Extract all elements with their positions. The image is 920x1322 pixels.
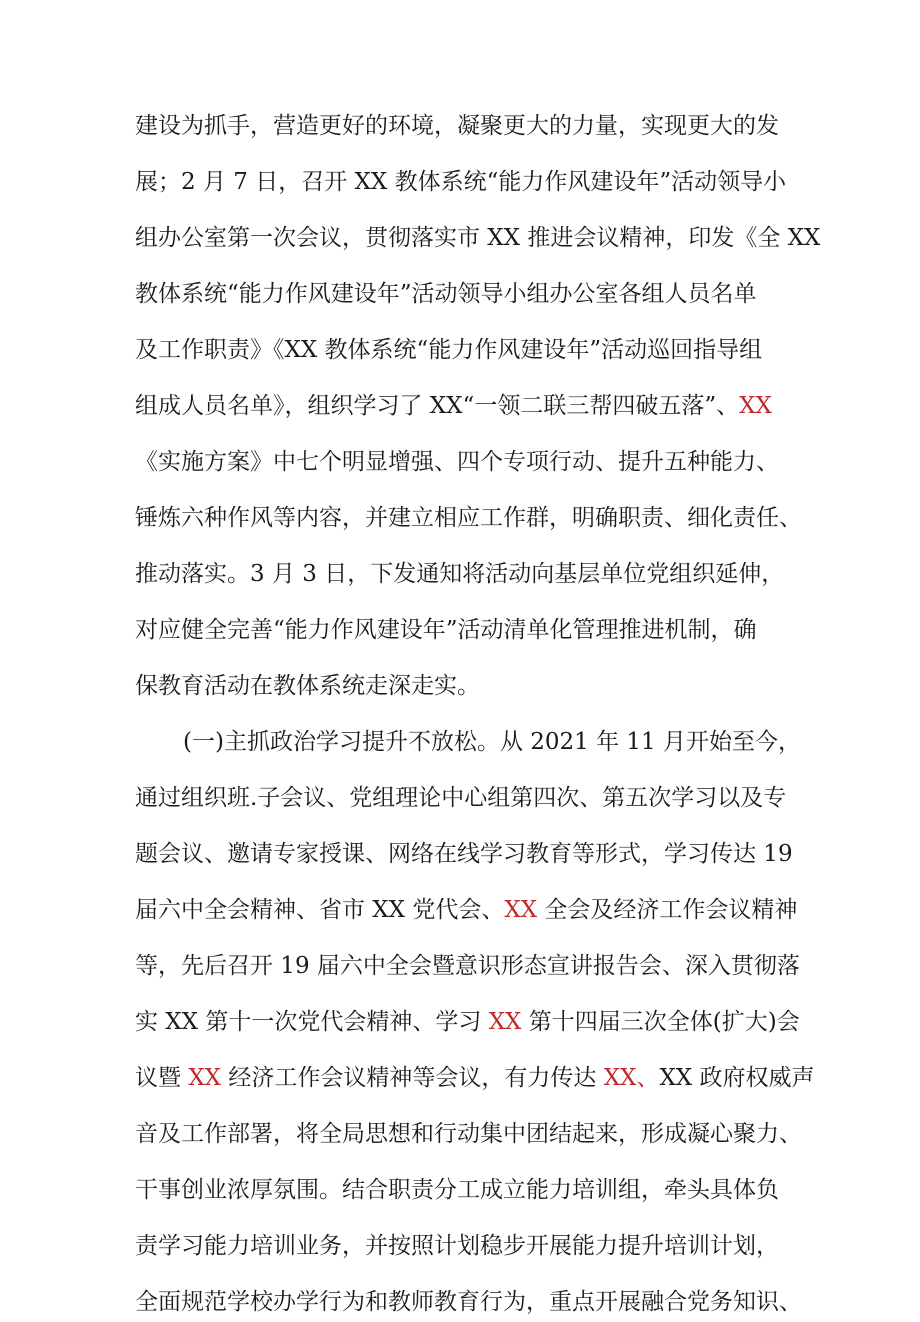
- text-line-18: [135, 1058, 815, 1098]
- text-line-1: [135, 106, 795, 146]
- text-run: 展；2 月 7 日，召开 XX 教体系统“能力作风建设年”活动领导小: [135, 169, 787, 195]
- text-run: 通过组织班.子会议、党组理论中心组第四次、第五次学习以及专: [135, 785, 787, 811]
- text-run: 第十四届三次全体(扩大)会: [521, 1009, 800, 1035]
- text-line-8: [135, 498, 802, 538]
- text-run: 届六中全会精神、省市 XX 党代会、: [135, 897, 505, 923]
- text-line-3: [135, 218, 821, 258]
- text-run: 《实施方案》中七个明显增强、四个专项行动、提升五种能力、: [135, 449, 779, 475]
- text-line-16: [135, 946, 800, 986]
- text-run: 议暨: [135, 1065, 189, 1091]
- text-run: 音及工作部署，将全局思想和行动集中团结起来，形成凝心聚力、: [135, 1121, 802, 1147]
- text-run: (一)主抓政治学习提升不放松。从 2021 年 11 月开始至今，: [183, 729, 801, 755]
- text-line-5: [135, 330, 795, 370]
- text-line-17: [135, 1002, 800, 1042]
- text-run: 等，先后召开 19 届六中全会暨意识形态宣讲报告会、深入贯彻落: [135, 953, 800, 979]
- text-run: 组成人员名单》，组织学习了 XX“一领二联三帮四破五落”、: [135, 393, 740, 419]
- text-line-20: [135, 1170, 795, 1210]
- text-line-7: [135, 442, 795, 482]
- highlighted-text: XX: [739, 393, 772, 419]
- text-line-13: [135, 778, 795, 818]
- text-run: 经济工作会议精神等会议，有力传达: [221, 1065, 604, 1091]
- text-run: 建设为抓手，营造更好的环境，凝聚更大的力量，实现更大的发: [135, 113, 779, 139]
- text-run: 全会及经济工作会议精神: [537, 897, 798, 923]
- text-line-12: [183, 722, 801, 762]
- text-run: 全面规范学校办学行为和教师教育行为，重点开展融合党务知识、: [135, 1289, 802, 1315]
- text-line-6: [135, 386, 795, 426]
- text-run: 责学习能力培训业务，并按照计划稳步开展能力提升培训计划，: [135, 1233, 779, 1259]
- text-run: 锤炼六种作风等内容，并建立相应工作群，明确职责、细化责任、: [135, 505, 802, 531]
- text-run: 教体系统“能力作风建设年”活动领导小组办公室各组人员名单: [135, 281, 757, 307]
- text-run: 组办公室第一次会议，贯彻落实市 XX 推进会议精神，印发《全 XX: [135, 225, 821, 251]
- highlighted-text: XX: [488, 1009, 522, 1035]
- highlighted-text: XX: [504, 897, 538, 923]
- text-run: XX 政府权威声: [659, 1065, 815, 1091]
- text-run: 实 XX 第十一次党代会精神、学习: [135, 1009, 489, 1035]
- highlighted-text: XX、: [603, 1065, 660, 1091]
- text-line-9: [135, 554, 795, 594]
- text-line-22: [135, 1282, 802, 1322]
- text-line-15: [135, 890, 798, 930]
- text-line-21: [135, 1226, 795, 1266]
- text-line-14: [135, 834, 795, 874]
- text-run: 题会议、邀请专家授课、网络在线学习教育等形式，学习传达 19: [135, 841, 793, 867]
- text-line-10: [135, 610, 795, 650]
- highlighted-text: XX: [188, 1065, 222, 1091]
- text-run: 干事创业浓厚氛围。结合职责分工成立能力培训组，牵头具体负: [135, 1177, 779, 1203]
- text-line-11: [135, 666, 795, 706]
- text-run: 及工作职责》《XX 教体系统“能力作风建设年”活动巡回指导组: [135, 337, 763, 363]
- text-line-4: [135, 274, 795, 314]
- text-run: 对应健全完善“能力作风建设年”活动清单化管理推进机制，确: [135, 617, 757, 643]
- text-run: 保教育活动在教体系统走深走实。: [135, 673, 480, 699]
- text-run: 推动落实。3 月 3 日，下发通知将活动向基层单位党组织延伸，: [135, 561, 785, 587]
- text-line-2: [135, 162, 795, 202]
- text-line-19: [135, 1114, 802, 1154]
